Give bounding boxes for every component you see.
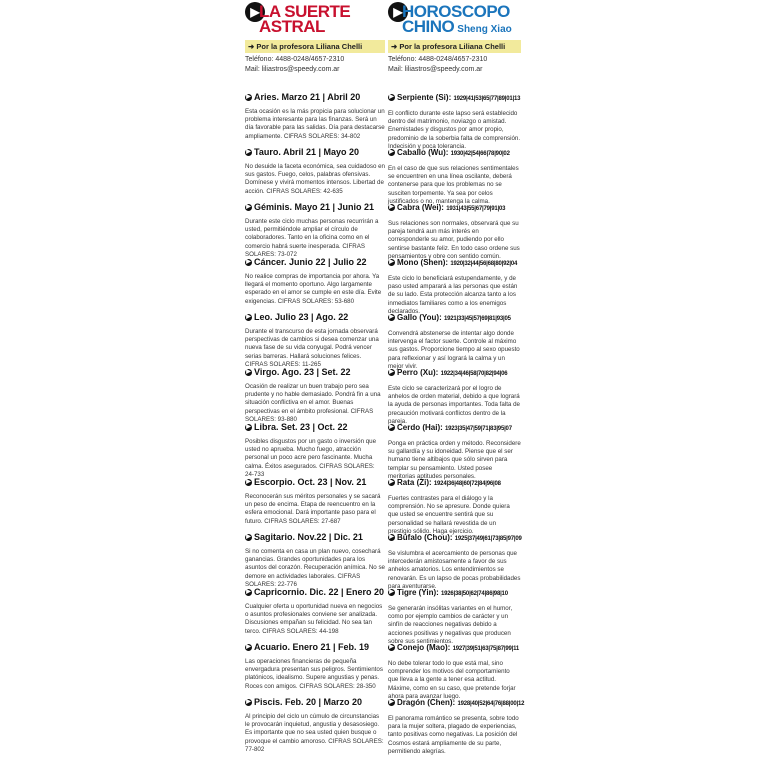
sign-heading — [388, 367, 521, 380]
contact-info — [245, 55, 385, 75]
horoscope-entry — [245, 422, 385, 479]
sign-heading — [245, 92, 385, 103]
sign-name: Sagitario. Nov.22 | Dic. 21 — [254, 532, 363, 542]
sign-heading — [245, 202, 385, 213]
sign-name: Virgo. Ago. 23 | Set. 22 — [254, 367, 351, 377]
horoscope-entry — [388, 587, 521, 646]
sign-heading — [245, 642, 385, 653]
astral-column — [245, 0, 385, 753]
sign-name: Cáncer. Junio 22 | Julio 22 — [254, 257, 367, 267]
horoscope-entry — [388, 92, 521, 151]
sign-name: Mono (Shen): — [397, 258, 449, 267]
horoscope-entry — [388, 477, 521, 536]
chinese-header — [388, 0, 521, 38]
sign-name: Libra. Set. 23 | Oct. 22 — [254, 422, 348, 432]
bullet-arrow-icon: ▶ — [389, 534, 394, 541]
author-byline: ➜ Por la profesora Liliana Chelli — [245, 40, 385, 53]
sign-name: Gallo (You): — [397, 313, 442, 322]
bullet-arrow-icon: ▶ — [389, 369, 394, 376]
bullet-arrow-icon: ▶ — [246, 149, 251, 156]
sign-text: Durante el transcurso de esta jornada observará perspectivas de cambios si desea comenzar una nueva fase de su vida conyugal. Podrá vencer serias barreras. Hallará soluciones felices. CIFRAS SOLARES: 11-265 — [245, 328, 379, 368]
sign-years: 1928|40|52|64|76|88|00|12 — [457, 701, 525, 707]
sign-name: Búfalo (Chou): — [397, 533, 453, 542]
sign-heading — [245, 422, 385, 433]
horoscope-entry — [245, 532, 385, 589]
sign-text: Reconocerán sus méritos personales y se sacará un peso de encima. Etapa de reencuentro en la esfera emocional. Dará importante paso para el futuro. CIFRAS SOLARES: 27-687 — [245, 493, 381, 525]
sign-text: Sus relaciones son normales, observará que su pareja tendrá aun más interés en corresponderle su amor, pudiendo por ello sentirse bastante feliz. En todo caso ordene sus pensamientos y obre con sentido común. — [388, 220, 520, 260]
horoscope-entry — [388, 642, 521, 701]
horoscope-entry — [245, 642, 385, 691]
horoscope-entry — [245, 257, 385, 306]
horoscope-entry — [388, 147, 521, 206]
mail-text: Mail: liliastros@speedy.com.ar — [245, 66, 340, 73]
bullet-arrow-icon: ▶ — [246, 369, 251, 376]
sign-heading — [388, 147, 521, 160]
sign-name: Géminis. Mayo 21 | Junio 21 — [254, 202, 375, 212]
sign-name: Piscis. Feb. 20 | Marzo 20 — [254, 697, 363, 707]
sign-name: Conejo (Mao): — [397, 643, 451, 652]
phone-text: Teléfono: 4488-0248/4657-2310 — [388, 56, 488, 63]
chinese-title — [402, 4, 512, 37]
sign-heading — [388, 422, 521, 435]
bullet-arrow-icon: ▶ — [389, 259, 394, 266]
arrow-badge-icon: ▶ — [245, 2, 265, 22]
horoscope-entry — [388, 202, 521, 261]
sign-heading — [388, 202, 521, 215]
sign-text: Esta ocasión es la más propicia para solucionar un problema interesante para las finanzas. Será un día favorable para las salidas. Día para destacarse ampliamente. CIFRAS SOLARES: 34-802 — [245, 108, 385, 140]
sign-years: 1925|37|49|61|73|85|97|09 — [454, 536, 522, 542]
title-line-2: ASTRAL — [259, 17, 325, 36]
sign-years: 1931|43|55|67|79|91|03 — [446, 206, 506, 212]
sign-text: Se generarán insólitas variantes en el humor, como por ejemplo cambios de carácter y un sinfín de reacciones negativas debido a acciones positivas y negativas que producen sobre sus sentimientos. — [388, 605, 513, 645]
phone-text: Teléfono: 4488-0248/4657-2310 — [245, 56, 345, 63]
sign-name: Tigre (Yin): — [397, 588, 439, 597]
sign-text: Este ciclo lo beneficiará estupendamente, y de paso usted amparará a las personas que están de su lado. Esta protección alcanza tanto a los inmediatos familiares como a los enemigos declarados. — [388, 275, 518, 315]
bullet-arrow-icon: ▶ — [389, 314, 394, 321]
bullet-arrow-icon: ▶ — [389, 424, 394, 431]
bullet-arrow-icon: ▶ — [246, 314, 251, 321]
sign-name: Cabra (Wei): — [397, 203, 444, 212]
sign-name: Caballo (Wu): — [397, 148, 449, 157]
sign-name: Acuario. Enero 21 | Feb. 19 — [254, 642, 370, 652]
sign-text: Si no comenta en casa un plan nuevo, cosechará ganancias. Grandes oportunidades para los asuntos del corazón. Recuperación anímica. No se demore en actividades laborales. CIFRAS SOLARES: 22-776 — [245, 548, 385, 588]
sign-text: No desuide la faceta económica, sea cuidadoso en sus gastos. Fuego, celos, palabras ofensivas. Domínese y vivirá momentos intensos. Libertad de acción. CIFRAS SOLARES: 42-635 — [245, 163, 385, 195]
sign-text: Durante este ciclo muchas personas recurrirán a usted, permitiéndole ampliar el círculo de colaboradores. Tanto en la oficina como en el comercio habrá suerte inesperada. CIFRAS SOLARES: 73-072 — [245, 218, 379, 258]
sign-name: Leo. Julio 23 | Ago. 22 — [254, 312, 349, 322]
title-line-2: CHINO — [402, 17, 455, 36]
arrow-badge-icon: ▶ — [388, 2, 408, 22]
horoscope-entry — [245, 587, 385, 636]
mail-text: Mail: liliastros@speedy.com.ar — [388, 66, 483, 73]
chinese-column — [388, 0, 525, 755]
horoscope-entry — [245, 92, 385, 141]
sign-heading — [388, 587, 521, 600]
title-subtitle: Sheng Xiao — [457, 24, 512, 35]
sign-years: 1921|33|45|57|69|81|93|05 — [443, 316, 511, 322]
sign-heading — [245, 532, 385, 543]
sign-text: En el caso de que sus relaciones sentimentales se encuentren en una línea oscilante, deberá contenerse para que los problemas no se susciten torpemente. Ya sea por celos justificados o no, mantenga la calma. — [388, 165, 519, 205]
sign-text: Posibles disgustos por un gasto o inversión que usted no aprueba. Mucho fuego, atracción personal un poco acre pero fascinante. Mucha calma. Éxitos asegurados. CIFRAS SOLARES: 24-733 — [245, 438, 377, 478]
sign-heading — [388, 312, 521, 325]
title-line-1: LA SUERTE — [259, 2, 351, 21]
bullet-arrow-icon: ▶ — [246, 204, 251, 211]
sign-name: Cerdo (Hai): — [397, 423, 443, 432]
bullet-arrow-icon: ▶ — [246, 534, 251, 541]
sign-years: 1929|41|53|65|77|89|01|13 — [453, 96, 521, 102]
sign-text: Ponga en práctica orden y método. Reconsidere su gallardía y su idoneidad. Piense que el ser humano tiene altibajos que sólo sirven para templar su pensamiento. Usted posee meritorias aptitudes personales. — [388, 440, 521, 480]
sign-name: Escorpio. Oct. 23 | Nov. 21 — [254, 477, 367, 487]
sign-text: Fuertes contrastes para el diálogo y la comprensión. No se apresure. Donde quiera que usted se encuentre sentirá que su personalidad se hallará revestida de un prestigio sólido. Haga ejercicio. — [388, 495, 510, 535]
contact-info — [388, 55, 521, 75]
sign-years: 1924|36|48|60|72|84|96|08 — [433, 481, 501, 487]
horoscope-entry — [245, 312, 385, 369]
sign-heading — [245, 312, 385, 323]
sign-text: Cualquier oferta u oportunidad nueva en negocios o asuntos profesionales conviene ser analizada. Discusiones empañan su felicidad. No sea tan terco. CIFRAS SOLARES: 44-198 — [245, 603, 383, 635]
sign-name: Tauro. Abril 21 | Mayo 20 — [254, 147, 360, 157]
horoscope-entry — [245, 367, 385, 424]
bullet-arrow-icon: ▶ — [389, 94, 394, 101]
sign-text: El panorama romántico se presenta, sobre todo para la mujer soltera, plagado de experiencias, tanto positivas como negativas. La posición del Cosmos estará ampliamente de su parte, permitiendo alegrías. — [388, 715, 519, 755]
sign-heading — [388, 477, 521, 490]
sign-years: 1920|32|44|56|68|80|92|04 — [450, 261, 518, 267]
horoscope-entry — [388, 367, 521, 426]
bullet-arrow-icon: ▶ — [389, 644, 394, 651]
sign-years: 1922|34|46|58|70|82|94|06 — [440, 371, 508, 377]
bullet-arrow-icon: ▶ — [246, 259, 251, 266]
horoscope-entry — [388, 532, 521, 591]
astral-header — [245, 0, 385, 38]
sign-name: Capricornio. Dic. 22 | Enero 20 — [254, 587, 385, 597]
bullet-arrow-icon: ▶ — [246, 424, 251, 431]
bullet-arrow-icon: ▶ — [389, 204, 394, 211]
sign-heading — [245, 367, 385, 378]
sign-name: Serpiente (Si): — [397, 93, 452, 102]
horoscope-entry — [245, 697, 385, 754]
sign-text: No debe tolerar todo lo que está mal, sino comprender los motivos del comportamiento que lleva a la gente a tener esa actitud. Máxime, como en su caso, que pretende forjar ahora para avanzar luego. — [388, 660, 516, 700]
sign-text: Este ciclo se caracterizará por el logro de anhelos de orden material, debido a que logrará la ayuda de personas importantes. Toda falta de precaución motivará conflictos dentro de la pareja. — [388, 385, 520, 425]
sign-heading — [245, 697, 385, 708]
sign-text: Ocasión de realizar un buen trabajo pero sea prudente y no hable demasiado. Pondrá fin a una situación conflictiva en el amor. Buenas perspectivas en el ámbito profesional. CIFRAS SOLARES: 93-880 — [245, 383, 381, 423]
author-byline: ➜ Por la profesora Liliana Chelli — [388, 40, 521, 53]
sign-text: Al principio del ciclo un cúmulo de circunstancias le provocarán inquietud, angustia y desasosiego. Es importante que no sea usted quien busque o provoque el cambio amoroso. CIFRAS SOLARES: 77-802 — [245, 713, 384, 753]
sign-text: Convendrá abstenerse de intentar algo donde intervenga el factor suerte. Controle al máximo sus gastos. Proporcione tiempo al sexo opuesto para reflexionar y así logrará la calma y un mejor vivir. — [388, 330, 520, 370]
bullet-arrow-icon: ▶ — [389, 479, 394, 486]
sign-heading — [388, 642, 521, 655]
sign-text: Se vislumbra el acercamiento de personas que intercederán amistosamente a favor de sus anhelos amatorios. Los entendimientos se renovarán. Es un lapso de pocas probabilidades para aventurarse. — [388, 550, 521, 590]
horoscope-entry — [388, 312, 521, 371]
sign-heading — [388, 92, 521, 105]
sign-name: Rata (Zi): — [397, 478, 432, 487]
sign-text: El conflicto durante este lapso será establecido dentro del matrimonio, noviazgo o amistad. Enemistades y disgustos por amor propio, predominio de la soberbia falta de comprensión. Indecisión y poca tolerancia. — [388, 110, 521, 150]
sign-name: Perro (Xu): — [397, 368, 439, 377]
sign-name: Aries. Marzo 21 | Abril 20 — [254, 92, 361, 102]
horoscope-entry — [245, 477, 385, 526]
horoscope-entry — [388, 257, 521, 316]
sign-heading — [245, 257, 385, 268]
title-line-1: HOROSCOPO — [402, 2, 510, 21]
sign-name: Dragón (Chen): — [397, 698, 456, 707]
astral-title — [259, 4, 350, 34]
horoscope-entry — [245, 202, 385, 259]
horoscope-entry — [388, 422, 521, 481]
horoscope-entry — [245, 147, 385, 196]
bullet-arrow-icon: ▶ — [246, 589, 251, 596]
sign-heading — [388, 697, 525, 710]
bullet-arrow-icon: ▶ — [389, 699, 394, 706]
sign-heading — [245, 587, 385, 598]
sign-years: 1926|38|50|62|74|86|98|10 — [441, 591, 508, 597]
sign-years: 1927|39|51|63|75|87|99|11 — [452, 646, 520, 652]
sign-heading — [245, 477, 385, 488]
bullet-arrow-icon: ▶ — [246, 94, 251, 101]
sign-heading — [388, 532, 521, 545]
sign-text: Las operaciones financieras de pequeña envergadura presentan sus peligros. Sentimientos platónicos, idealismo. Supere angustias y penas. Roces con amigos. CIFRAS SOLARES: 28-350 — [245, 658, 383, 690]
bullet-arrow-icon: ▶ — [246, 699, 251, 706]
sign-heading — [388, 257, 521, 270]
sign-years: 1923|35|47|59|71|83|95|07 — [445, 426, 512, 432]
bullet-arrow-icon: ▶ — [389, 589, 394, 596]
sign-years: 1930|42|54|66|78|90|02 — [450, 151, 510, 157]
bullet-arrow-icon: ▶ — [246, 644, 251, 651]
sign-heading — [245, 147, 385, 158]
horoscope-entry — [388, 697, 525, 756]
sign-text: No realice compras de importancia por ahora. Ya llegará el momento oportuno. Algo largamente esperado en el amor se cumple en este día. Evite exigencias. CIFRAS SOLARES: 53-680 — [245, 273, 382, 305]
bullet-arrow-icon: ▶ — [389, 149, 394, 156]
bullet-arrow-icon: ▶ — [246, 479, 251, 486]
